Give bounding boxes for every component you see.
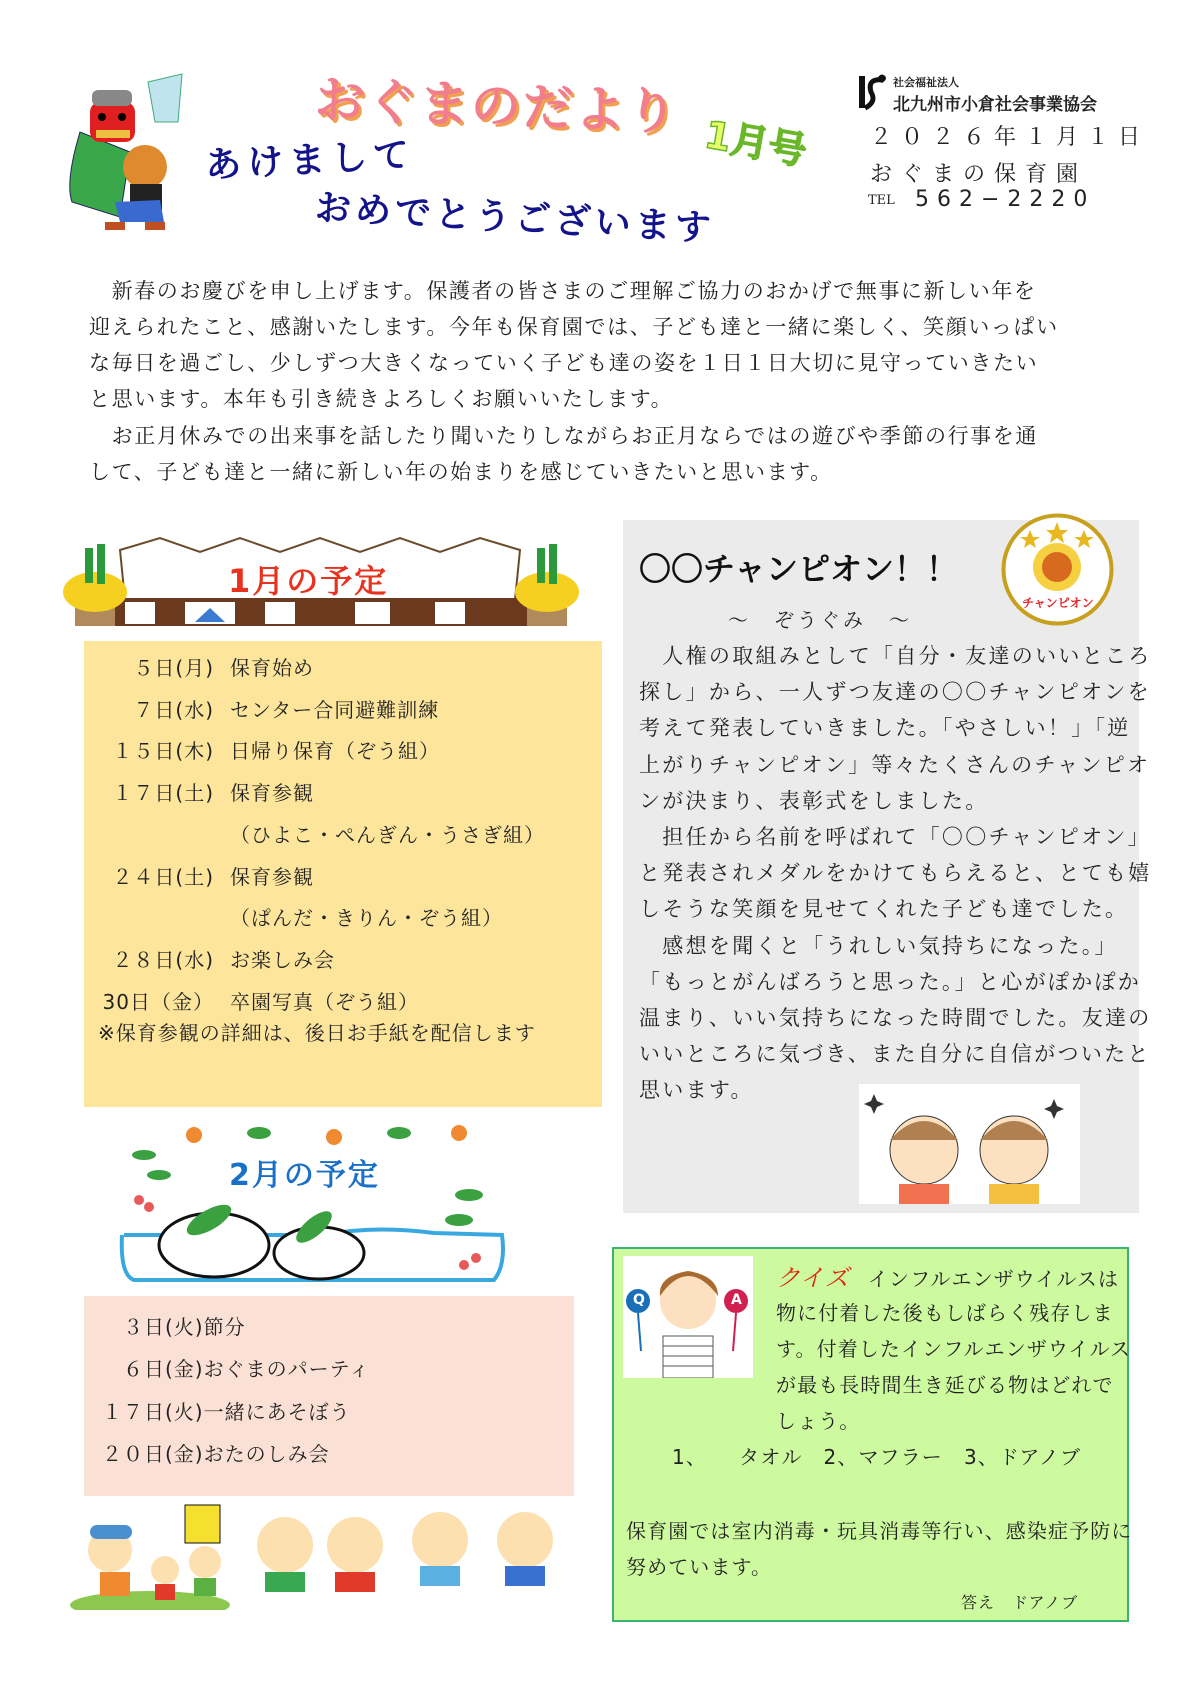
quiz-label: クイズ — [776, 1264, 850, 1292]
quiz-question-line: す。付着したインフルエンザウイルス — [776, 1337, 1132, 1361]
quiz-question-line: 物に付着した後もしばらく残存しま — [776, 1301, 1114, 1325]
quiz-a-sign: A — [731, 1292, 742, 1308]
january-note: ※保育参観の詳細は、後日お手紙を配信します — [98, 1021, 536, 1045]
issue-label: 1月号 — [701, 112, 810, 174]
nursery-name: おぐまの保育園 — [870, 162, 1088, 187]
intro-line: 新春のお慶びを申し上げます。保護者の皆さまのご理解ご協力のおかげで無事に新しい年を — [89, 279, 1037, 303]
org-name: 北九州市小倉社会事業協会 — [893, 95, 1097, 115]
greeting-line-1: あけまして — [204, 134, 417, 187]
january-row-date: ２８日(水) — [112, 947, 214, 972]
champion-line: 探し」から、一人ずつ友達の〇〇チャンピオンを — [639, 680, 1151, 705]
january-row-event: 保育参観 — [230, 864, 314, 889]
january-row-date: １５日(木) — [112, 739, 214, 764]
february-banner — [114, 1115, 514, 1285]
issue-date: ２０２６年１月１日 — [870, 125, 1150, 150]
happy-children-illustration — [859, 1084, 1080, 1204]
org-logo-icon — [855, 72, 889, 112]
quiz-question-text: インフルエンザウイルスは — [867, 1267, 1120, 1291]
intro-line: な毎日を過ごし、少しずつ大きくなっていく子ども達の姿を１日１日大切に見守っていきたい — [89, 351, 1039, 375]
intro-line: 迎えられたこと、感謝いたします。今年も保育園では、子ども達と一緒に楽しく、笑顔いっぱい — [89, 315, 1059, 339]
quiz-prevention-line: 保育園では室内消毒・玩具消毒等行い、感染症予防に — [626, 1519, 1133, 1543]
january-banner — [60, 530, 582, 630]
january-row-date: １７日(土) — [112, 781, 214, 806]
tel-label: TEL — [868, 193, 895, 208]
january-row-event: センター合同避難訓練 — [230, 697, 440, 722]
january-row-date: 30日（金） — [102, 989, 214, 1014]
champion-title: 〇〇チャンピオン！！ — [639, 550, 959, 588]
champion-line: 上がりチャンピオン」等々たくさんのチャンピオ — [639, 752, 1151, 777]
intro-line: お正月休みでの出来事を話したり聞いたりしながらお正月ならではの遊びや季節の行事を通 — [89, 424, 1038, 448]
january-row-event: 日帰り保育（ぞう組） — [230, 739, 440, 764]
february-row: ２０日(金)おたのしみ会 — [102, 1442, 330, 1466]
champion-line: と発表されメダルをかけてもらえると、とても嬉 — [639, 861, 1152, 886]
january-heading: 1月の予定 — [228, 562, 389, 600]
quiz-answer: 答え ドアノブ — [961, 1593, 1079, 1612]
february-row: ３日(火)節分 — [102, 1315, 246, 1339]
quiz-question-line — [776, 1258, 1119, 1293]
children-playing-illustration — [70, 1500, 572, 1610]
newsletter-title: おぐまのだより — [313, 70, 680, 142]
january-row-event: 保育始め — [230, 656, 314, 680]
org-type: 社会福祉法人 — [893, 76, 959, 89]
champion-medal-icon — [1000, 512, 1115, 627]
february-row: ６日(金)おぐまのパーティ — [102, 1357, 371, 1381]
greeting-line-2: おめでとうございます — [314, 187, 716, 250]
january-schedule — [84, 641, 602, 1107]
champion-line: いいところに気づき、また自分に自信がついたと — [639, 1042, 1151, 1067]
intro-line: して、子ども達と一緒に新しい年の始まりを感じていきたいと思います。 — [89, 460, 833, 484]
medal-text: チャンピオン — [1022, 596, 1094, 610]
february-row: １７日(火)一緒にあそぼう — [102, 1400, 351, 1424]
champion-line: 思います。 — [639, 1078, 754, 1103]
champion-subtitle: ～ ぞうぐみ ～ — [728, 608, 912, 632]
february-heading: 2月の予定 — [229, 1158, 380, 1193]
january-row-event: 卒園写真（ぞう組） — [230, 989, 419, 1014]
champion-line: 考えて発表していきました。「やさしい！」「逆 — [639, 716, 1131, 741]
tel-number: 562−2220 — [915, 187, 1096, 212]
champion-line: しそうな笑顔を見せてくれた子ども達でした。 — [639, 897, 1129, 922]
champion-line: 温まり、いい気持ちになった時間でした。友達の — [639, 1006, 1152, 1030]
intro-line: と思います。本年も引き続きよろしくお願いいたします。 — [89, 387, 674, 411]
quiz-question-line: が最も長時間生き延びる物はどれで — [776, 1373, 1114, 1397]
champion-line: 「もっとがんばろうと思った。」と心がぽかぽか — [639, 969, 1142, 994]
january-row-event: お楽しみ会 — [230, 947, 335, 972]
january-row-event: （ひよこ・ぺんぎん・うさぎ組） — [230, 822, 545, 847]
quiz-girl-illustration — [623, 1256, 753, 1378]
january-row-event: （ぱんだ・きりん・ぞう組） — [230, 906, 503, 931]
champion-line: ンが決まり、表彰式をしました。 — [639, 788, 989, 813]
january-row-date: ７日(水) — [133, 697, 214, 722]
champion-line: 担任から名前を呼ばれて「〇〇チャンピオン」 — [639, 825, 1151, 849]
january-row-event: 保育参観 — [230, 781, 314, 806]
january-row-date: ２４日(土) — [112, 864, 214, 889]
quiz-prevention-line: 努めています。 — [626, 1555, 773, 1579]
quiz-question-line: しょう。 — [776, 1409, 861, 1433]
champion-line: 感想を聞くと「うれしい気持ちになった。」 — [639, 933, 1118, 958]
lion-dance-illustration — [60, 72, 200, 242]
quiz-q-sign: Q — [633, 1292, 645, 1308]
quiz-options: 1、 タオル 2、マフラー 3、ドアノブ — [672, 1445, 1082, 1469]
february-schedule — [84, 1296, 574, 1496]
champion-line: 人権の取組みとして「自分・友達のいいところ — [639, 644, 1152, 668]
january-row-date: ５日(月) — [133, 656, 214, 680]
